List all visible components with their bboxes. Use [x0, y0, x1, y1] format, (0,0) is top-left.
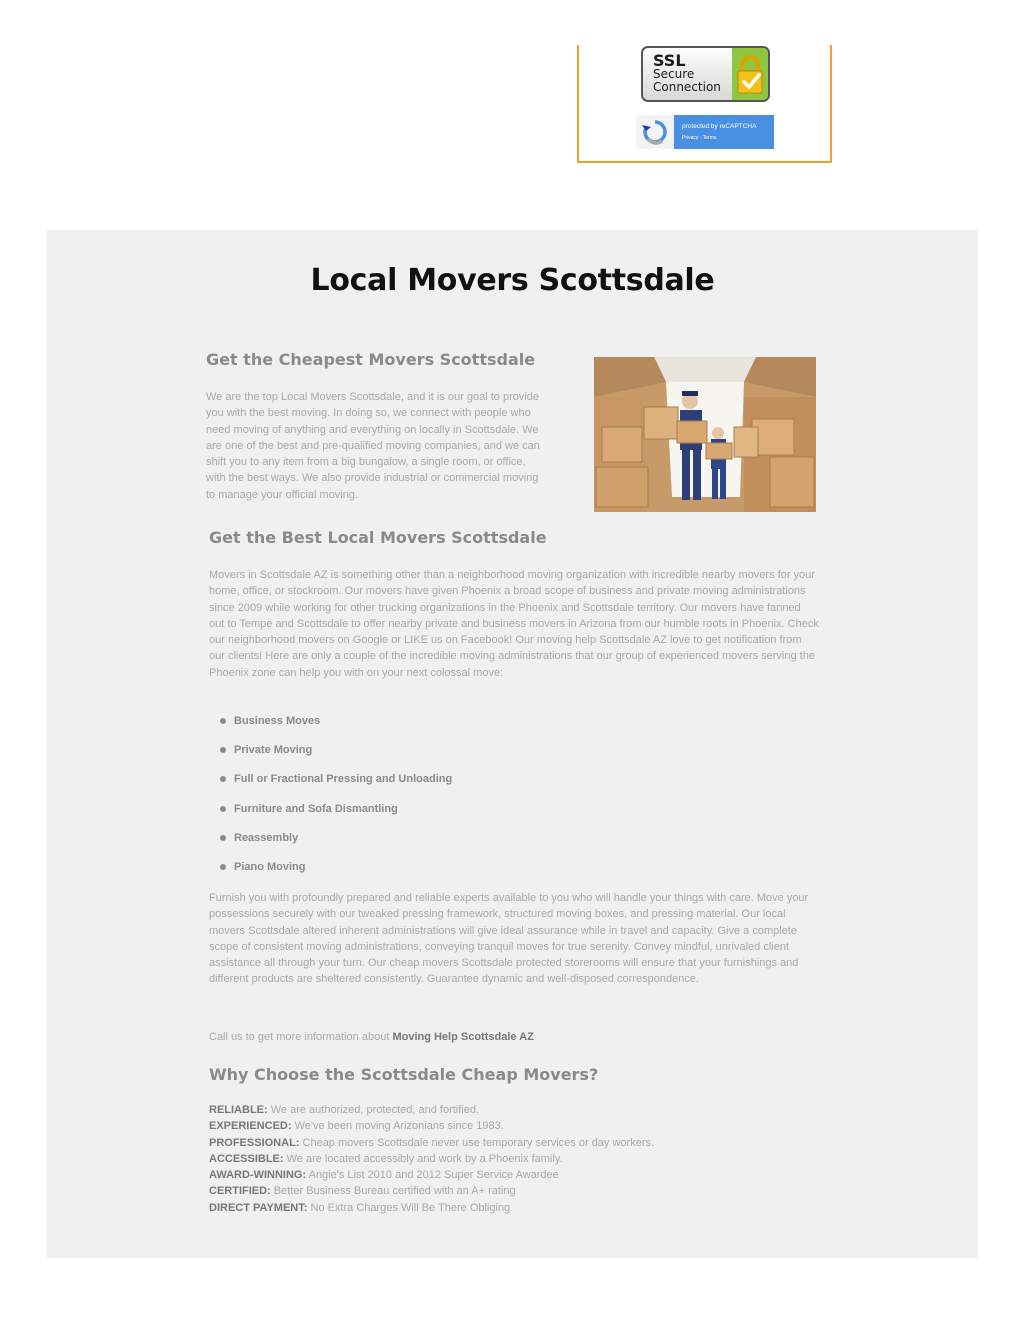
services-list: [209, 714, 452, 889]
reason-label: ACCESSIBLE:: [209, 1152, 284, 1165]
call-prefix-text: Call us to get more information about: [209, 1031, 393, 1043]
moving-help-link[interactable]: Moving Help Scottsdale AZ: [392, 1031, 534, 1043]
bullet-icon: [220, 776, 226, 782]
reason-label: RELIABLE:: [209, 1104, 268, 1116]
list-item: [209, 860, 452, 889]
recaptcha-badge[interactable]: [636, 115, 774, 149]
content-section: [47, 230, 978, 1258]
list-item: [209, 1118, 654, 1134]
reason-label: DIRECT PAYMENT:: [209, 1201, 308, 1214]
reason-text: Angie's List 2010 and 2012 Super Service Awardee: [306, 1169, 559, 1182]
bullet-icon: [220, 864, 226, 870]
list-item: [209, 1167, 654, 1183]
service-label: Reassembly: [234, 831, 299, 844]
movers-truck-image: [594, 357, 816, 512]
list-item: [209, 1183, 654, 1199]
bullet-icon: [220, 747, 226, 753]
bullet-icon: [220, 718, 226, 724]
list-item: [209, 1151, 654, 1167]
recaptcha-icon: [636, 115, 674, 149]
reason-text: We are located accessibly and work by a Phoenix family.: [283, 1152, 563, 1165]
ssl-badge-line1: SSL: [653, 51, 686, 70]
list-item: [209, 772, 452, 801]
reason-label: CERTIFIED:: [209, 1185, 271, 1198]
list-item: [209, 714, 452, 743]
recaptcha-links[interactable]: Privacy - Terms: [682, 135, 717, 141]
service-label: Furniture and Sofa Dismantling: [234, 802, 398, 815]
section-heading-best: Get the Best Local Movers Scottsdale: [209, 528, 547, 547]
best-movers-paragraph: Movers in Scottsdale AZ is something other than a neighborhood moving organization with incredible nearby movers for your home, office, or stockroom. Our movers have given Phoenix a broad scope of business and private moving administrations since 2009 while working for other trucking organizations in the Phoenix and Scottsdale territory. Our movers have fanned out to Tempe and Scottsdale to offer nearby private and business movers in Arizona from our humble roots in Phoenix. Check our neighborhood movers on Google or LIKE us on Facebook! Our moving help Scottsdale AZ love to get notification from our clients! Here are only a couple of the incredible moving administrations that our group of experienced movers serving the Phoenix zone can help you with on your next colossal move:: [209, 569, 819, 679]
bullet-icon: [220, 806, 226, 812]
list-item: [209, 831, 452, 860]
reason-text: We are authorized, protected, and fortified.: [267, 1104, 480, 1116]
reasons-list: [209, 1102, 654, 1216]
reason-text: We've been moving Arizonians since 1983.: [291, 1120, 504, 1133]
service-label: Private Moving: [234, 744, 313, 757]
recaptcha-label: protected by reCAPTCHA: [682, 123, 757, 130]
reason-label: AWARD-WINNING:: [209, 1169, 307, 1182]
reason-label: PROFESSIONAL:: [209, 1136, 300, 1149]
list-item: [209, 1102, 654, 1118]
intro-paragraph: We are the top Local Movers Scottsdale, and it is our goal to provide you with the best moving. In doing so, we connect with people who need moving of anything and everything on locally in Scottsdale. We are one of the best and pre-qualified moving companies, and we can shift you to any item from a big bungalow, a single room, or office, with the best ways. We also provide industrial or commercial moving to manage your official moving.: [206, 391, 540, 501]
page-title: Local Movers Scottsdale: [310, 263, 715, 298]
padlock-icon: [732, 48, 768, 100]
reason-label: EXPERIENCED:: [209, 1120, 292, 1133]
list-item: [209, 1200, 654, 1216]
ssl-badge-line2: Secure: [653, 67, 695, 81]
bullet-icon: [220, 835, 226, 841]
services-closing-paragraph: Furnish you with profoundly prepared and reliable experts available to you who will handle your things with care. Move your possessions securely with our tweaked pressing framework, structured moving boxes, and pressing material. Our local movers Scottsdale altered inherent administrations will give ideal assurance while in travel and capacity. Give a complete scope of consistent moving administrations, conveying tranquil moves for true serenity. Convey mindful, unrivaled client assistance all through your turn. Our cheap movers Scottsdale protected storerooms will ensure that your furnishings and different products are sheltered consistently. Guarantee dynamic and well-disposed correspondence.: [209, 892, 809, 986]
section-heading-why-choose: Why Choose the Scottsdale Cheap Movers?: [209, 1065, 599, 1084]
call-to-action: [209, 1031, 534, 1043]
list-item: [209, 743, 452, 772]
service-label: Full or Fractional Pressing and Unloading: [234, 773, 453, 786]
service-label: Piano Moving: [234, 860, 306, 873]
ssl-secure-badge: [641, 46, 770, 102]
section-heading-cheapest: Get the Cheapest Movers Scottsdale: [206, 350, 536, 369]
service-label: Business Moves: [234, 715, 321, 727]
reason-text: Cheap movers Scottsdale never use temporary services or day workers.: [299, 1136, 655, 1149]
reason-text: Better Business Bureau certified with an A+ rating: [270, 1185, 516, 1198]
reason-text: No Extra Charges Will Be There Obliging: [307, 1201, 511, 1214]
ssl-badge-line3: Connection: [653, 80, 721, 94]
list-item: [209, 1135, 654, 1151]
list-item: [209, 802, 452, 831]
